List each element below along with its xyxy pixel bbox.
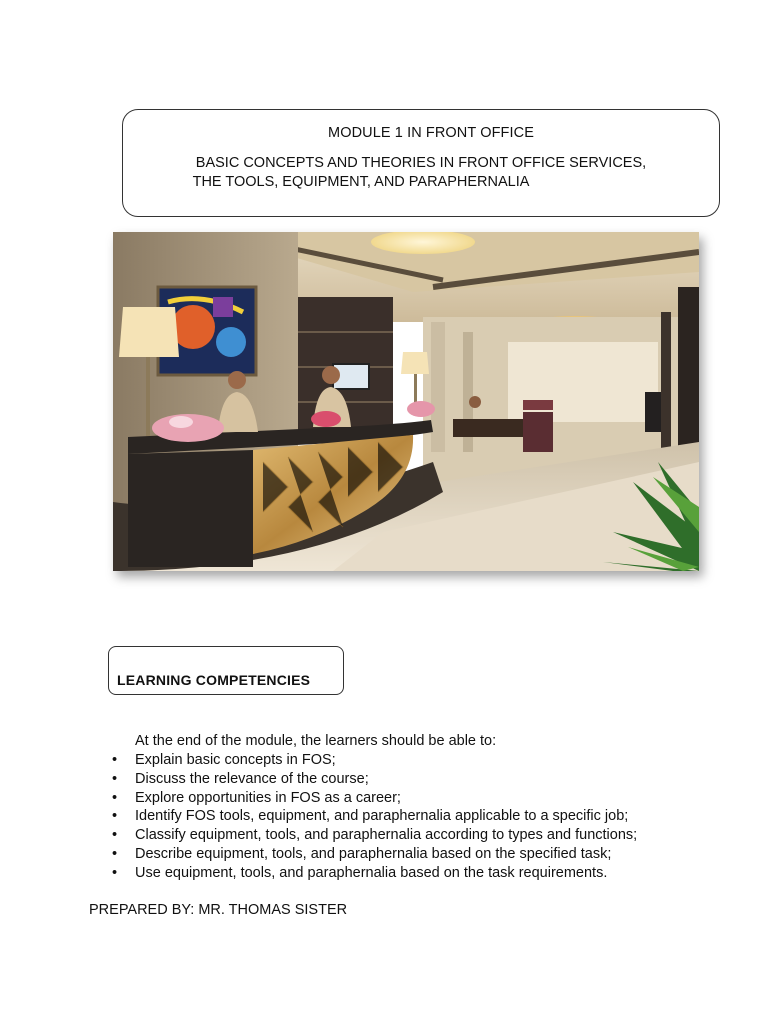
bullet: •: [112, 864, 118, 881]
bullet: •: [112, 845, 118, 862]
prepared-by: PREPARED BY: MR. THOMAS SISTER: [89, 902, 348, 918]
list-item: • Use equipment, tools, and paraphernalia based on the task requirements.: [112, 864, 608, 881]
module-title: MODULE 1 IN FRONT OFFICE: [328, 125, 534, 141]
competencies-list: [110, 751, 637, 883]
list-item: • Discuss the relevance of the course;: [112, 770, 369, 787]
module-subtitle-line-2: THE TOOLS, EQUIPMENT, AND PARAPHERNALIA: [192, 174, 530, 190]
bullet: •: [112, 827, 118, 844]
hotel-front-desk-photo: [113, 232, 699, 571]
list-item: • Classify equipment, tools, and paraphernalia according to types and functions;: [112, 827, 638, 844]
competencies-intro: At the end of the module, the learners should be able to:: [135, 733, 497, 749]
bullet: •: [112, 770, 118, 787]
bullet: •: [112, 808, 118, 825]
list-item: • Describe equipment, tools, and paraphernalia based on the specified task;: [112, 845, 612, 862]
bullet: •: [112, 789, 118, 806]
list-item: • Explore opportunities in FOS as a career;: [112, 789, 401, 806]
module-subtitle-line-1: BASIC CONCEPTS AND THEORIES IN FRONT OFFICE SERVICES,: [195, 155, 647, 171]
list-item: • Explain basic concepts in FOS;: [112, 752, 336, 768]
learning-competencies-heading: LEARNING COMPETENCIES: [117, 672, 311, 688]
bullet: •: [112, 752, 118, 768]
module-title-box: [122, 109, 720, 217]
list-item: • Identify FOS tools, equipment, and paraphernalia applicable to a specific job;: [112, 808, 629, 825]
learning-competencies-box: [108, 646, 344, 695]
